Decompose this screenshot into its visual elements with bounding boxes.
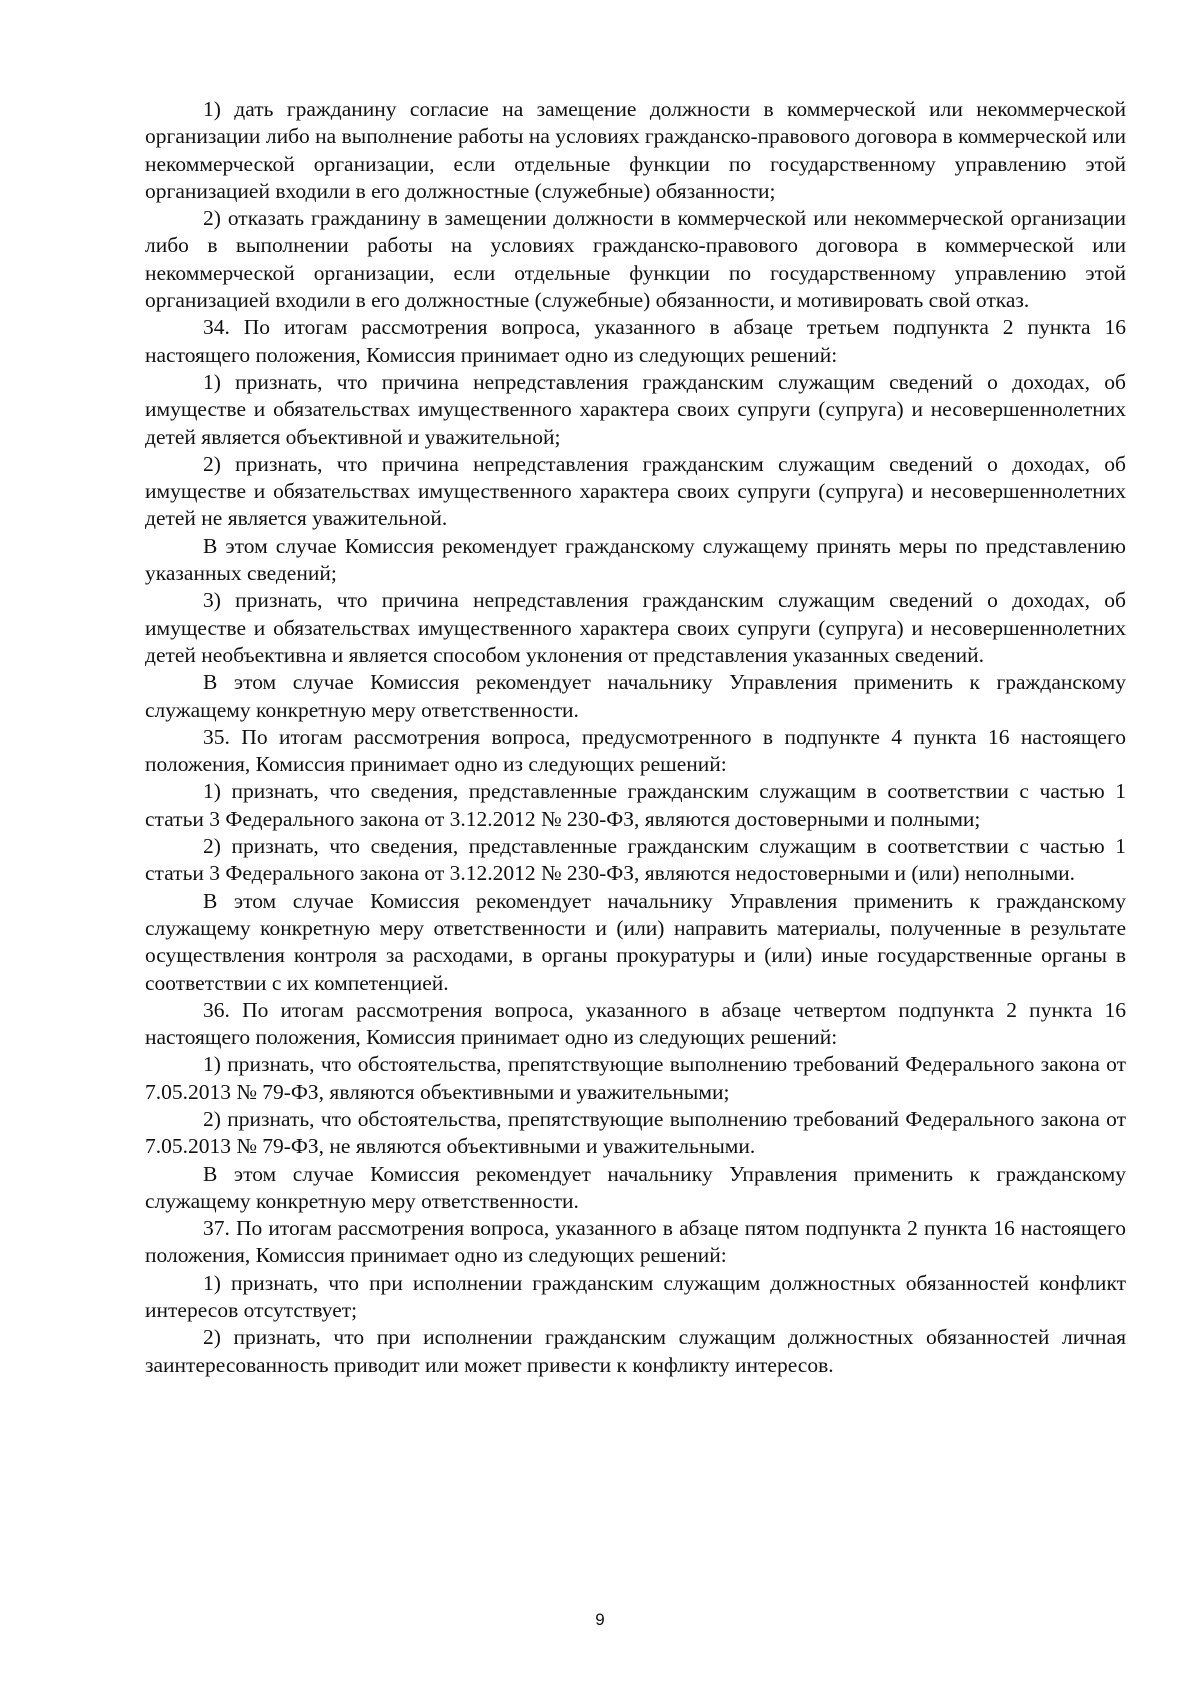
paragraph: 34. По итогам рассмотрения вопроса, указанного в абзаце третьем подпункта 2 пункта 16 настоящего положения, Комиссия принимает одно из следующих решений: [145, 315, 1126, 367]
paragraph: 1) признать, что сведения, представленные гражданским служащим в соответствии с частью 1 статьи 3 Федерального закона от 3.12.2012 № 230-ФЗ, являются достоверными и полными; [145, 779, 1126, 831]
paragraph: 1) дать гражданину согласие на замещение должности в коммерческой или некоммерческой организации либо на выполнение работы на условиях гражданско-правового договора в коммерческой или некоммерческой организации, если отдельные функции по государственному управлению этой организацией входили в его должностные (служебные) обязанности; [145, 97, 1126, 203]
page-number: 9 [595, 1610, 605, 1629]
paragraph: 2) признать, что обстоятельства, препятствующие выполнению требований Федерального закона от 7.05.2013 № 79-ФЗ, не являются объективными и уважительными. [145, 1106, 1126, 1159]
document-body [145, 96, 1126, 1379]
paragraph: 35. По итогам рассмотрения вопроса, предусмотренного в подпункте 4 пункта 16 настоящего положения, Комиссия принимает одно из следующих решений: [145, 724, 1126, 777]
paragraph: 2) признать, что сведения, представленные гражданским служащим в соответствии с частью 1 статьи 3 Федерального закона от 3.12.2012 № 230-ФЗ, являются недостоверными и (или) неполными. [145, 834, 1126, 886]
paragraph: В этом случае Комиссия рекомендует начальнику Управления применить к гражданскому служащему конкретную меру ответственности и (или) направить материалы, полученные в результате осуществления контроля за расходами, в органы прокуратуры и (или) иные государственные органы в соответствии с их компетенцией. [145, 888, 1126, 995]
paragraph: 37. По итогам рассмотрения вопроса, указанного в абзаце пятом подпункта 2 пункта 16 настоящего положения, Комиссия принимает одно из следующих решений: [145, 1216, 1126, 1268]
paragraph: 1) признать, что при исполнении гражданским служащим должностных обязанностей конфликт интересов отсутствует; [145, 1270, 1126, 1323]
paragraph: В этом случае Комиссия рекомендует начальнику Управления применить к гражданскому служащему конкретную меру ответственности. [145, 670, 1126, 722]
paragraph: В этом случае Комиссия рекомендует начальнику Управления применить к гражданскому служащему конкретную меру ответственности. [145, 1161, 1126, 1213]
paragraph: 2) отказать гражданину в замещении должности в коммерческой или некоммерческой организации либо в выполнении работы на условиях гражданско-правового договора в коммерческой или некоммерческой организации, если отдельные функции по государственному управлению этой организацией входили в его должностные (служебные) обязанности, и мотивировать свой отказ. [145, 206, 1126, 313]
paragraph: 2) признать, что при исполнении гражданским служащим должностных обязанностей личная заинтересованность приводит или может привести к конфликту интересов. [145, 1325, 1126, 1377]
paragraph: В этом случае Комиссия рекомендует гражданскому служащему принять меры по представлению указанных сведений; [145, 533, 1126, 586]
paragraph: 3) признать, что причина непредставления гражданским служащим сведений о доходах, об имуществе и обязательствах имущественного характера своих супруги (супруга) и несовершеннолетних детей необъективна и является способом уклонения от представления указанных сведений. [145, 588, 1126, 667]
paragraph: 1) признать, что обстоятельства, препятствующие выполнению требований Федерального закона от 7.05.2013 № 79-ФЗ, являются объективными и уважительными; [145, 1052, 1126, 1104]
paragraph: 2) признать, что причина непредставления гражданским служащим сведений о доходах, об имуществе и обязательствах имущественного характера своих супруги (супруга) и несовершеннолетних детей не является уважительной. [145, 451, 1126, 531]
paragraph: 1) признать, что причина непредставления гражданским служащим сведений о доходах, об имуществе и обязательствах имущественного характера своих супруги (супруга) и несовершеннолетних детей является объективной и уважительной; [145, 369, 1126, 449]
paragraph: 36. По итогам рассмотрения вопроса, указанного в абзаце четвертом подпункта 2 пункта 16 настоящего положения, Комиссия принимает одно из следующих решений: [145, 997, 1126, 1050]
